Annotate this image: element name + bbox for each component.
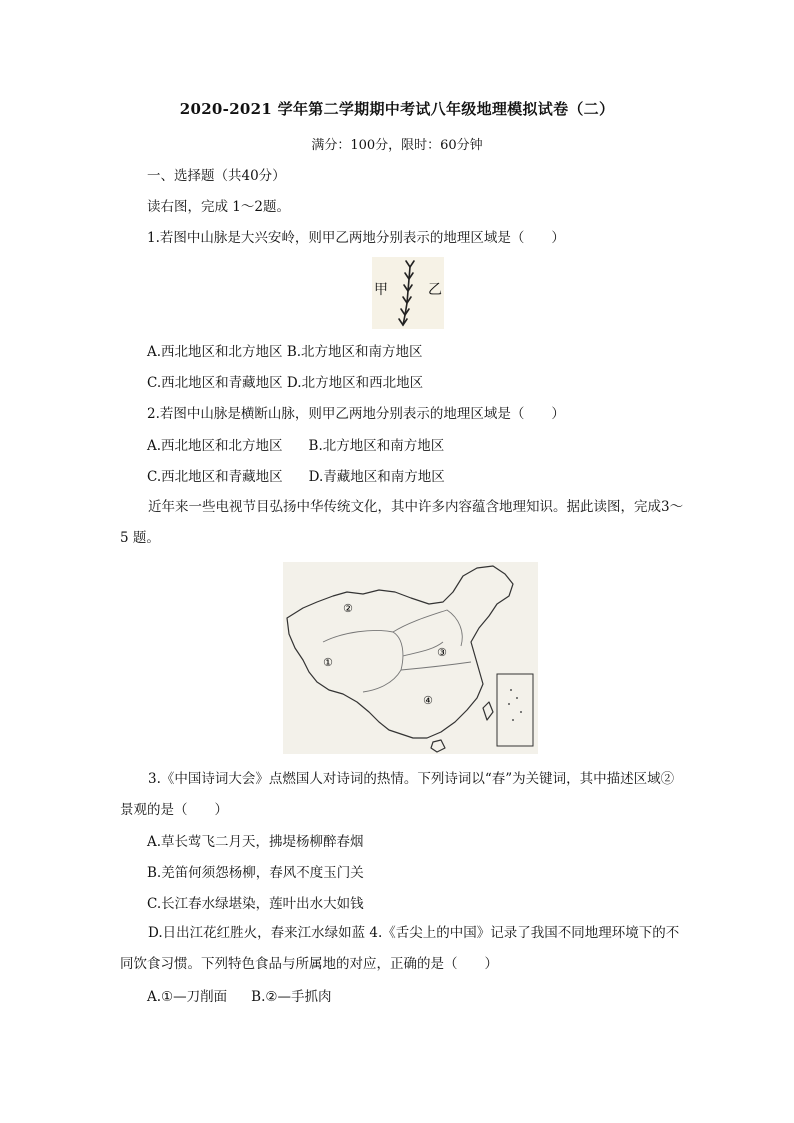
question-3-option-a: A.草长莺飞二月天，拂堤杨柳醉春烟 (147, 834, 364, 850)
section-heading: 一、选择题（共40分） (147, 168, 286, 184)
china-map-figure (283, 562, 538, 754)
map-region-2-label: ② (343, 602, 353, 615)
question-2-option-d: D.青藏地区和南方地区 (308, 469, 445, 485)
mountain-figure (372, 257, 444, 329)
question-1-options-row1: A.西北地区和北方地区 B.北方地区和南方地区 (147, 344, 423, 360)
question-2-options-row2 (147, 468, 445, 486)
question-intro: 读右图，完成 1～2题。 (147, 199, 290, 215)
page-title: 2020-2021 学年第二学期期中考试八年级地理模拟试卷（二） (179, 100, 615, 118)
figure-label-yi: 乙 (428, 282, 442, 298)
question-4-option-b: B.②—手抓肉 (251, 989, 332, 1005)
map-region-4-label: ④ (423, 694, 433, 707)
question-2-option-c: C.西北地区和青藏地区 (147, 469, 283, 485)
question-2-options-row1 (147, 437, 444, 455)
question-2-option-a: A.西北地区和北方地区 (147, 438, 283, 454)
question-3-stem: 3.《中国诗词大会》点燃国人对诗词的热情。下列诗词以“春”为关键词，其中描述区域②景观的是（ ） (120, 771, 675, 818)
question-4-options-row1 (147, 988, 331, 1006)
figure-label-jia: 甲 (374, 282, 388, 298)
page-subtitle: 满分：100分，限时：60分钟 (311, 138, 483, 153)
question-3-option-d-and-question-4-stem: D.日出江花红胜火，春来江水绿如蓝 4.《舌尖上的中国》记录了我国不同地理环境下的不同饮食习惯。下列特色食品与所属地的对应，正确的是（ ） (120, 925, 680, 972)
china-map-icon (283, 562, 538, 754)
question-2-option-b: B.北方地区和南方地区 (308, 438, 445, 454)
question-3-option-b: B.羌笛何须怨杨柳，春风不度玉门关 (147, 865, 364, 881)
map-region-3-label: ③ (437, 646, 447, 659)
question-1-options-row2: C.西北地区和青藏地区 D.北方地区和西北地区 (147, 375, 424, 391)
question-1-stem: 1.若图中山脉是大兴安岭，则甲乙两地分别表示的地理区域是（ ） (147, 230, 565, 246)
map-region-1-label: ① (323, 656, 333, 669)
question-3-option-c: C.长江春水绿堪染，莲叶出水大如钱 (147, 896, 364, 912)
passage-text: 近年来一些电视节目弘扬中华传统文化，其中许多内容蕴含地理知识。据此读图，完成3～5 题。 (120, 499, 684, 546)
question-4-option-a: A.①—刀削面 (147, 989, 228, 1005)
mountain-range-icon (372, 257, 444, 329)
question-2-stem: 2.若图中山脉是横断山脉，则甲乙两地分别表示的地理区域是（ ） (147, 406, 565, 422)
